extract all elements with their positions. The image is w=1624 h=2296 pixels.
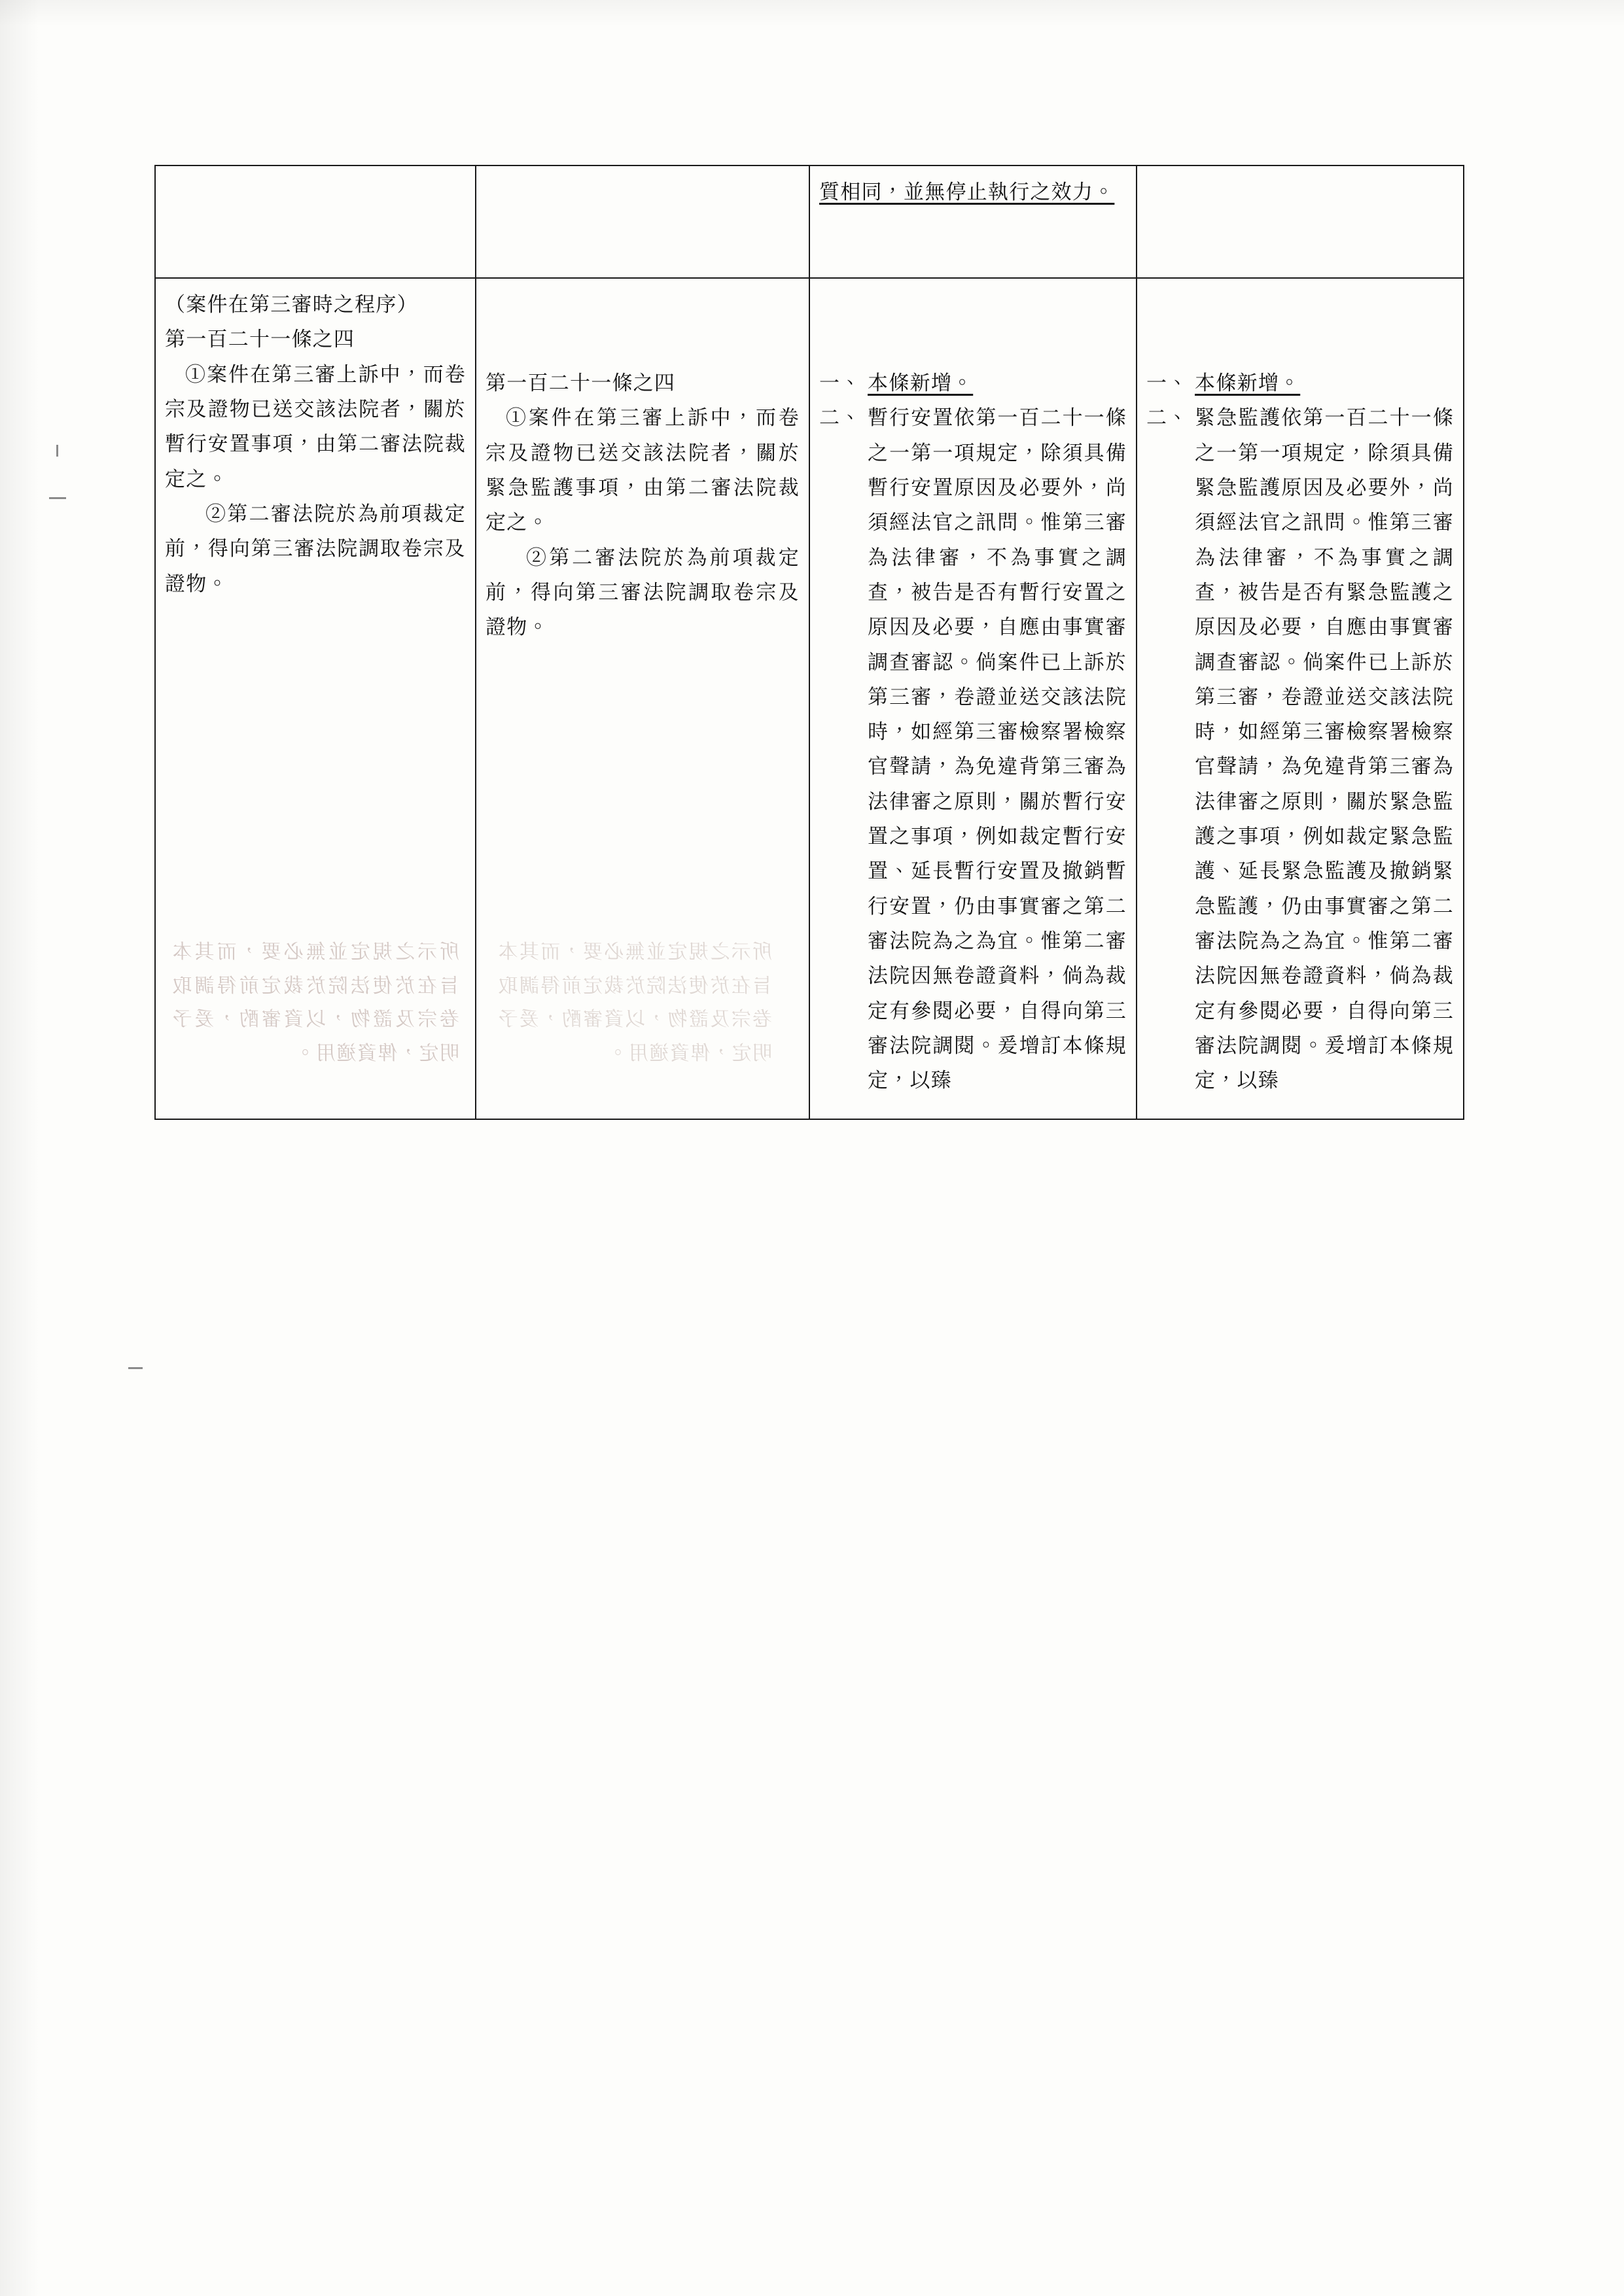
list-item-text: 本條新增。 [1195,372,1301,395]
cell-col2-continuation [476,165,809,278]
table-row-article-121-4 [155,278,1464,1119]
cell-col4-explanation [1137,278,1464,1119]
article-number-col1: 第一百二十一條之四 [165,328,355,352]
list-item-number: 一、 [819,372,862,395]
scan-edge-shading-top [0,0,1624,26]
amendment-comparison-table [154,165,1464,1120]
article-paragraph-2-col1: ②第二審法院於為前項裁定前，得向第三審法院調取卷宗及證物。 [165,502,466,596]
table-row-continuation [155,165,1464,278]
article-number-col2: 第一百二十一條之四 [485,372,676,395]
cell-col1-amendment [155,278,476,1119]
spacer-col4 [1146,288,1454,366]
article-paragraph-2-col2: ②第二審法院於為前項裁定前，得向第三審法院調取卷宗及證物。 [485,546,800,640]
cell-col4-continuation [1137,165,1464,278]
spacer-col3 [819,288,1127,366]
explanation-list-col3 [819,366,1127,1099]
list-item-text: 本條新增。 [868,372,974,395]
list-item-number: 一、 [1146,372,1189,395]
article-heading-col1: （案件在第三審時之程序） [165,293,418,317]
article-paragraph-1-col1: ①案件在第三審上訴中，而卷宗及證物已送交該法院者，關於暫行安置事項，由第二審法院裁定之。 [165,362,466,491]
article-paragraph-1-col2: ①案件在第三審上訴中，而卷宗及證物已送交該法院者，關於緊急監護事項，由第二審法院裁定之。 [485,406,800,535]
list-item-text: 緊急監護依第一百二十一條之一第一項規定，除須具備緊急監護原因及必要外，尚須經法官之訊問。惟第三審為法律審，不為事實之調查，被告是否有緊急監護之原因及必要，自應由事實審調查審認。倘案件已上訴於第三審，卷證並送交該法院時，如經第三審檢察署檢察官聲請，為免違背第三審為法律審之原則，關於緊急監護之事項，例如裁定緊急監護、延長緊急監護及撤銷緊急監護，仍由事實審之第二審法院為之為宜。惟第二審法院因無卷證資料，倘為裁定有參閱必要，自得向第三審法院調閱。爰增訂本條規定，以臻 [1195,406,1454,1093]
list-item [819,366,1127,401]
cell-col2-current [476,278,809,1119]
spacer-col2 [485,288,800,366]
list-item [1146,401,1454,1098]
scan-artifact-mark-2 [128,1367,143,1369]
cell-col1-continuation [155,165,476,278]
scan-artifact-mark-1 [49,497,66,499]
cell-col3-explanation [809,278,1137,1119]
list-item-text: 暫行安置依第一百二十一條之一第一項規定，除須具備暫行安置原因及必要外，尚須經法官之訊問。惟第三審為法律審，不為事實之調查，被告是否有暫行安置之原因及必要，自應由事實審調查審認。倘案件已上訴於第三審，卷證並送交該法院時，如經第三審檢察署檢察官聲請，為免違背第三審為法律審之原則，關於暫行安置之事項，例如裁定暫行安置、延長暫行安置及撤銷暫行安置，仍由事實審之第二審法院為之為宜。惟第二審法院因無卷證資料，倘為裁定有參閱必要，自得向第三審法院調閱。爰增訂本條規定，以臻 [868,406,1127,1093]
scan-artifact-mark-3 [56,445,58,457]
bleed-through-text-col2: 所示之規定並無必要，而其本旨在於使法院於裁定前得調取卷宗及證物，以資審酌，爰予明定，俾資適用。 [497,941,772,1065]
scan-edge-shading-left [0,0,39,2296]
list-item [1146,366,1454,401]
list-item-number: 二、 [819,406,862,430]
list-item-number: 二、 [1146,406,1189,430]
bleed-through-text-col1: 所示之規定並無必要，而其本旨在於使法院於裁定前得調取卷宗及證物，以資審酌，爰予明定，俾資適用。 [171,941,459,1065]
cell-col3-continuation: 質相同，並無停止執行之效力。 [809,165,1137,278]
explanation-list-col4 [1146,366,1454,1099]
list-item [819,401,1127,1098]
